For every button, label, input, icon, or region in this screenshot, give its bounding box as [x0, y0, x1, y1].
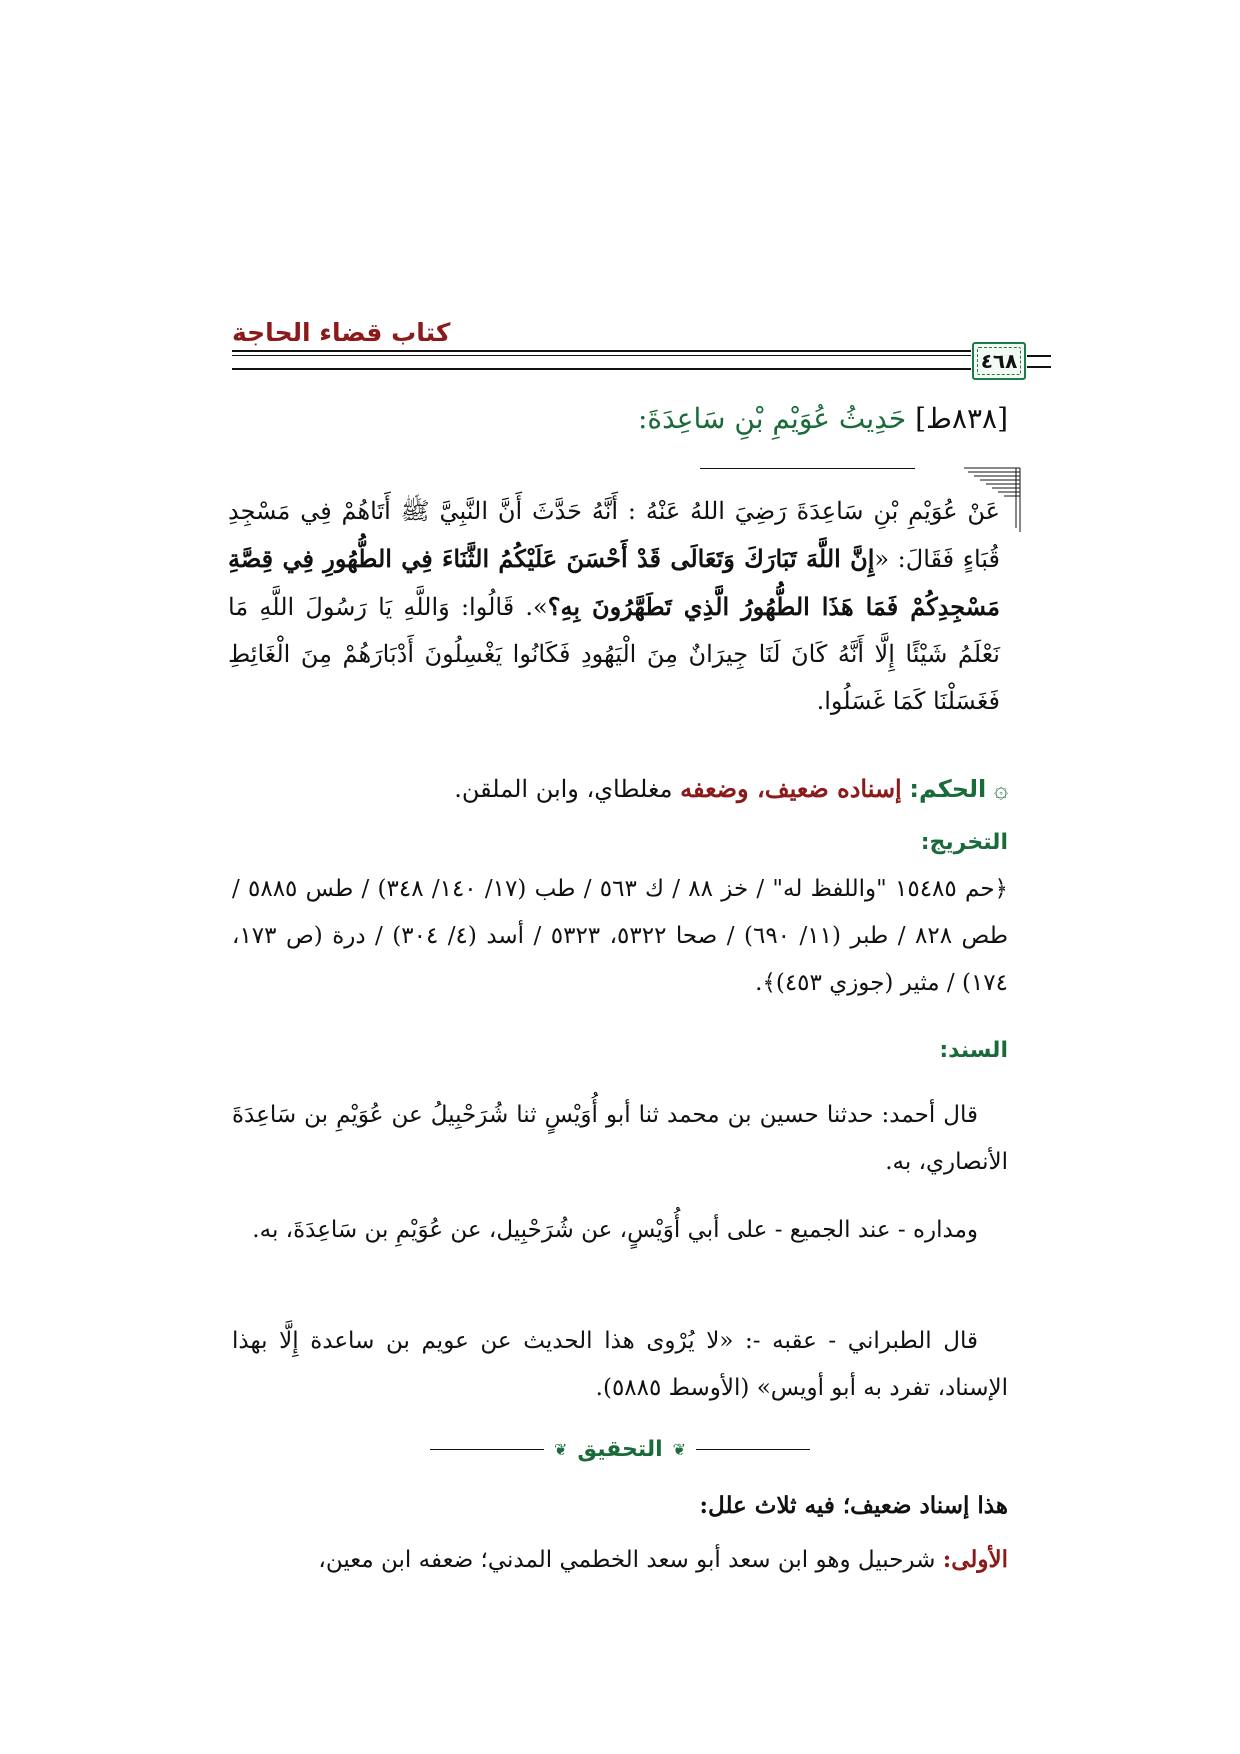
- running-title: كتاب قضاء الحاجة: [232, 318, 451, 347]
- hukm-verdict: إسناده ضعيف، وضعفه: [680, 774, 902, 803]
- first-illa-label: الأولى:: [942, 1546, 1008, 1573]
- flower-bullet-icon: ۞: [993, 775, 1008, 803]
- header-rule-right-top: [1027, 355, 1051, 357]
- matn-prophetic-saying: إِنَّ اللَّهَ تَبَارَكَ وَتَعَالَى قَدْ أَحْسَنَ عَلَيْكُمُ الثَّنَاءَ فِي الطُّهُورِ فِي قِصَّةِ مَسْجِدِكُمْ فَمَا هَذَا الطُّهُورُ الَّذِي تَطَهَّرُونَ بِهِ؟: [228, 544, 1000, 621]
- sanad-paragraph-1: قال أحمد: حدثنا حسين بن محمد ثنا أبو أُوَيْسٍ ثنا شُرَحْبِيلُ عن عُوَيْمِ بن سَاعِدَةَ الأنصاري، به.: [232, 1102, 1008, 1175]
- hukm-rest: مغلطاي، وابن الملقن.: [454, 775, 673, 803]
- first-illa: [228, 1546, 1008, 1573]
- header-rule-bottom: [232, 368, 971, 370]
- divider-line-right: [696, 1449, 810, 1450]
- matn-intro: عَنْ عُوَيْمِ بْنِ سَاعِدَةَ رَضِيَ اللهُ عَنْهُ : أَنَّهُ حَدَّثَ أَنَّ النَّبِيَّ ﷺ أَتَاهُمْ فِي مَسْجِدِ قُبَاءٍ فَقَالَ: «: [228, 497, 1001, 573]
- tahqiq-divider: [430, 1433, 810, 1465]
- page-number-badge: [972, 342, 1026, 380]
- takhrij-label: التخريج:: [920, 830, 1008, 855]
- divider-line-left: [430, 1449, 544, 1450]
- sanad-paragraph-3: قال الطبراني - عقبه -: «لا يُرْوى هذا الحديث عن عويم بن ساعدة إِلَّا بهذا الإسناد، تفرد به أبو أويس» (الأوسط ٥٨٨٥).: [232, 1328, 1008, 1401]
- matn-text: [228, 488, 1000, 725]
- header-rule-top: [232, 350, 971, 352]
- tahqiq-title: التحقيق: [577, 1436, 663, 1462]
- hadith-number: [٨٣٨ط]: [915, 402, 1008, 435]
- matn-top-rule: [700, 468, 915, 469]
- sanad-label: السند:: [939, 1038, 1008, 1063]
- hukm-line: [228, 774, 1008, 803]
- hadith-title: حَدِيثُ عُوَيْمِ بْنِ سَاعِدَةَ:: [638, 402, 907, 435]
- matn-rest: ». قَالُوا: وَاللَّهِ يَا رَسُولَ اللَّهِ مَا نَعْلَمُ شَيْئًا إِلَّا أَنَّهُ كَانَ لَنَا جِيرَانٌ مِنَ الْيَهُودِ فَكَانُوا يَغْسِلُونَ أَدْبَارَهُمْ مِنَ الْغَائِطِ فَغَسَلْنَا كَمَا غَسَلُوا.: [228, 593, 1000, 715]
- ornament-right-icon: ❦: [672, 1439, 687, 1459]
- page-number: ٤٦٨: [980, 349, 1018, 373]
- first-illa-text: شرحبيل وهو ابن سعد أبو سعد الخطمي المدني؛ ضعفه ابن معين،: [318, 1547, 936, 1573]
- ornament-left-icon: ❦: [553, 1439, 568, 1459]
- hukm-label: الحكم:: [909, 775, 987, 803]
- sanad-paragraph-2: ومداره - عند الجميع - على أبي أُوَيْسٍ، عن شُرَحْبِيل، عن عُوَيْمِ بن سَاعِدَةَ، به.: [252, 1217, 978, 1243]
- tahqiq-summary: هذا إسناد ضعيف؛ فيه ثلاث علل:: [699, 1492, 1008, 1519]
- header-rule-right-bottom: [1027, 366, 1051, 368]
- hadith-heading: [228, 402, 1008, 435]
- takhrij-text: ﴿حم ١٥٤٨٥ "واللفظ له" / خز ٨٨ / ك ٥٦٣ / طب (١٧/ ١٤٠/ ٣٤٨) / طس ٥٨٨٥ / طص ٨٢٨ / طبر (١١/ ٦٩٠) / صحا ٥٣٢٢، ٥٣٢٣ / أسد (٤/ ٣٠٤) / درة (ص ١٧٣، ١٧٤) / مثير (جوزي ٤٥٣)﴾.: [232, 876, 1009, 996]
- header-rule-mid: [232, 355, 971, 356]
